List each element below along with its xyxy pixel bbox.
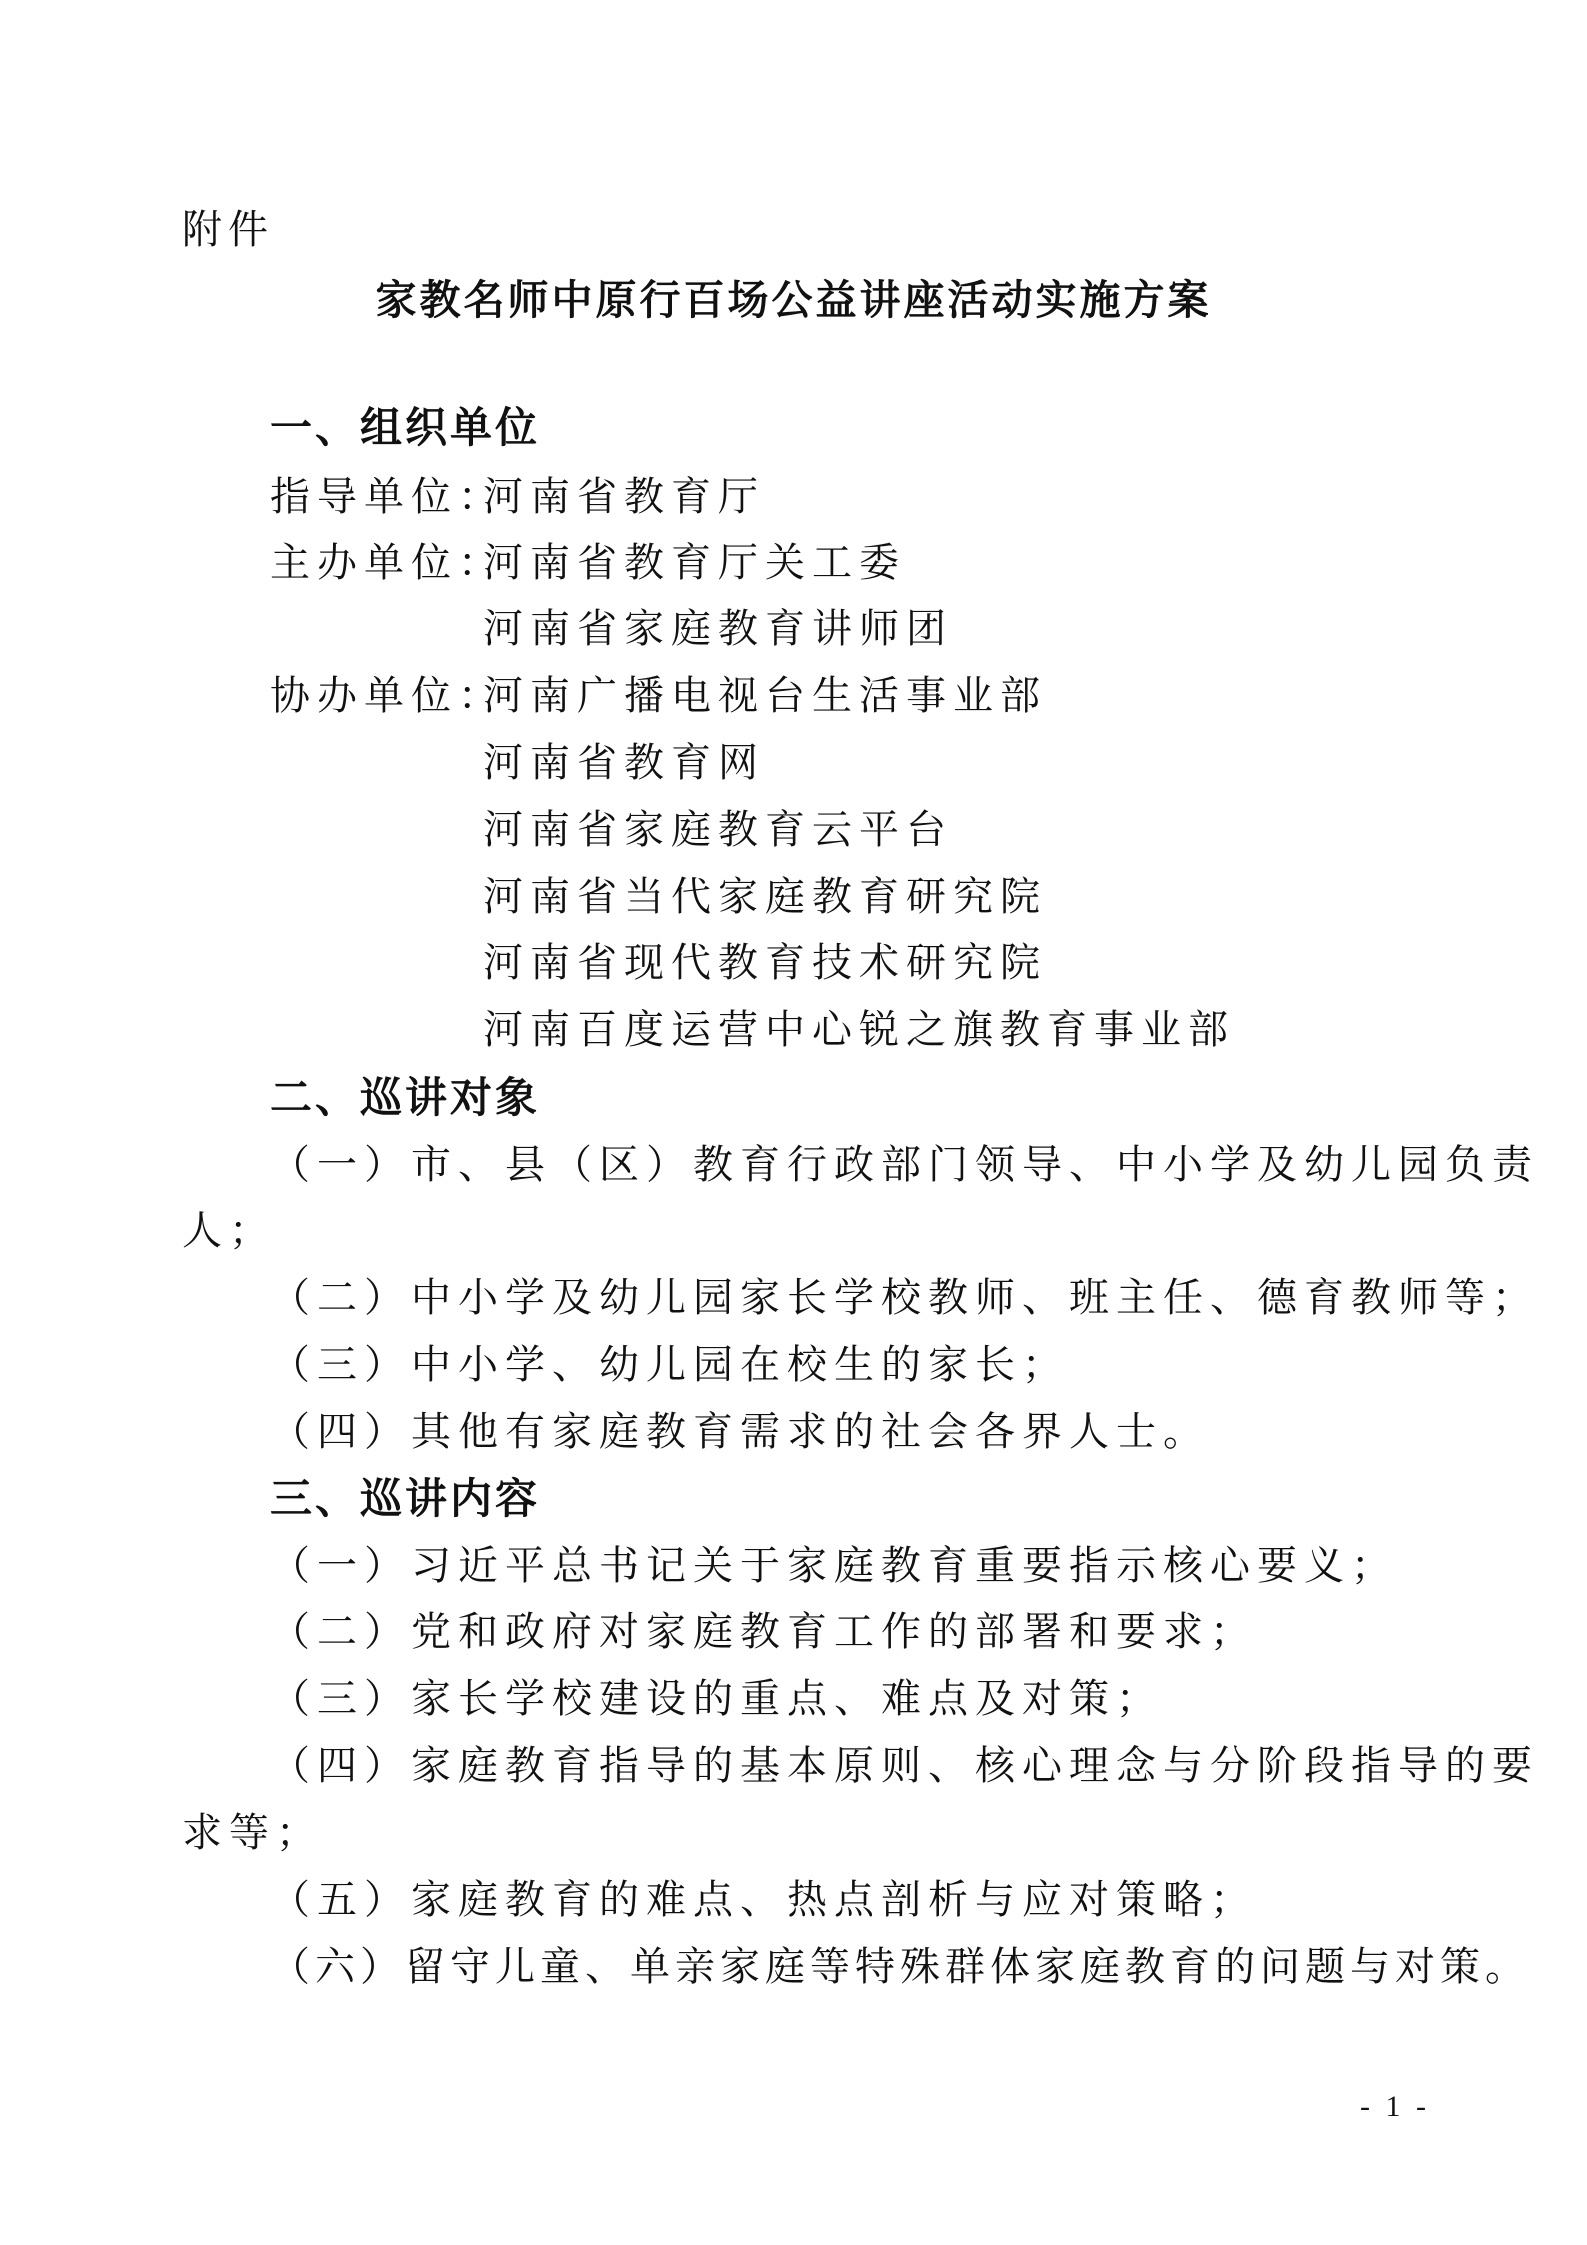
section3-item: （一）习近平总书记关于家庭教育重要指示核心要义； bbox=[270, 1543, 1398, 1589]
section2-item: （三）中小学、幼儿园在校生的家长； bbox=[270, 1342, 1069, 1388]
host-unit: 河南省家庭教育讲师团 bbox=[483, 606, 953, 652]
section2-item: （一）市、县（区）教育行政部门领导、中小学及幼儿园负责 bbox=[270, 1142, 1539, 1188]
co-unit: 河南百度运营中心锐之旗教育事业部 bbox=[483, 1007, 1235, 1053]
section2-heading: 二、巡讲对象 bbox=[270, 1073, 541, 1122]
host-unit: 河南省教育厅关工委 bbox=[483, 540, 906, 586]
section2-item: （四）其他有家庭教育需求的社会各界人士。 bbox=[270, 1409, 1210, 1455]
section3-item: （四）家庭教育指导的基本原则、核心理念与分阶段指导的要 bbox=[270, 1743, 1539, 1789]
attachment-label: 附件 bbox=[182, 207, 274, 253]
document-title: 家教名师中原行百场公益讲座活动实施方案 bbox=[375, 276, 1212, 324]
section3-item: （六）留守儿童、单亲家庭等特殊群体家庭教育的问题与对策。 bbox=[270, 1944, 1530, 1990]
co-unit: 河南省当代家庭教育研究院 bbox=[483, 874, 1047, 920]
section1-heading: 一、组织单位 bbox=[270, 403, 541, 452]
host-unit-label: 主办单位： bbox=[270, 540, 505, 586]
co-unit: 河南省家庭教育云平台 bbox=[483, 807, 953, 853]
section2-item: 人； bbox=[182, 1208, 276, 1254]
co-unit: 河南省教育网 bbox=[483, 740, 765, 786]
co-unit: 河南广播电视台生活事业部 bbox=[483, 673, 1047, 719]
section2-item: （二）中小学及幼儿园家长学校教师、班主任、德育教师等； bbox=[270, 1275, 1539, 1321]
co-unit: 河南省现代教育技术研究院 bbox=[483, 940, 1047, 986]
guide-unit: 河南省教育厅 bbox=[483, 474, 765, 520]
guide-unit-label: 指导单位： bbox=[270, 474, 505, 520]
section3-item: 求等； bbox=[182, 1810, 323, 1856]
section3-heading: 三、巡讲内容 bbox=[270, 1474, 541, 1523]
section3-item: （二）党和政府对家庭教育工作的部署和要求； bbox=[270, 1609, 1257, 1655]
co-unit-label: 协办单位： bbox=[270, 673, 505, 719]
page-number: - 1 - bbox=[1360, 2090, 1430, 2123]
section3-item: （五）家庭教育的难点、热点剖析与应对策略； bbox=[270, 1877, 1257, 1923]
section3-item: （三）家长学校建设的重点、难点及对策； bbox=[270, 1676, 1163, 1722]
